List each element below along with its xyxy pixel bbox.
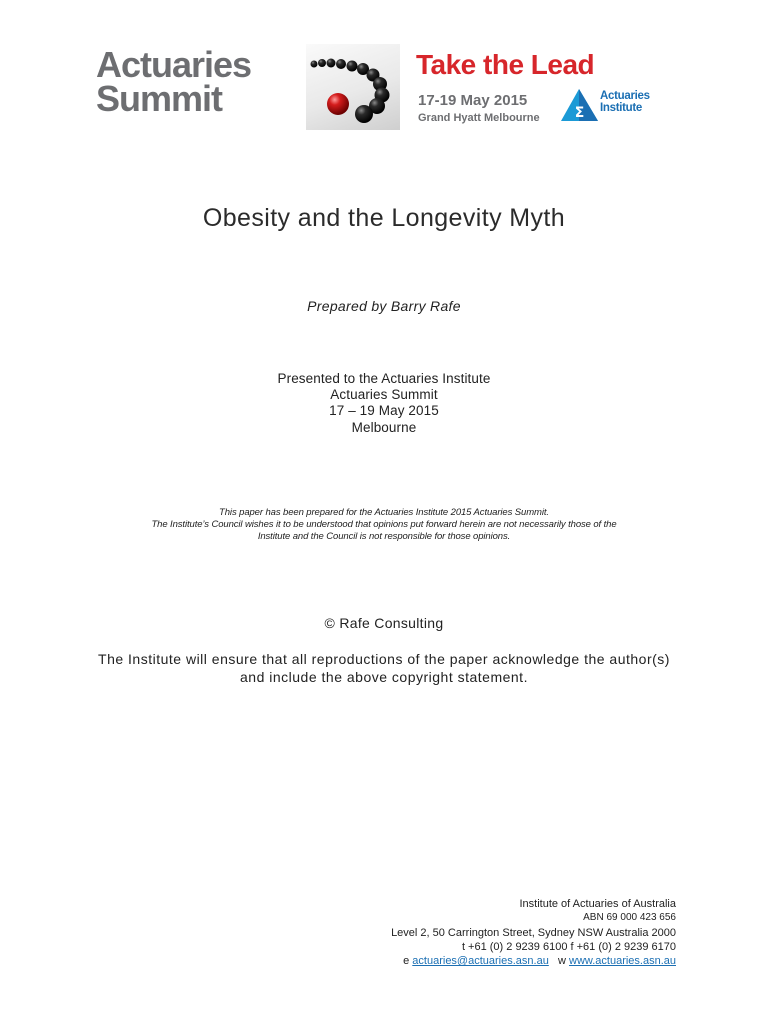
summit-title-line2: Summit (96, 78, 223, 119)
svg-text:Σ: Σ (574, 105, 585, 121)
event-dates: 17-19 May 2015 (418, 92, 528, 109)
prepared-by: Prepared by Barry Rafe (307, 298, 461, 314)
tagline: Take the Lead (416, 49, 595, 80)
institute-name (600, 90, 650, 114)
copyright-statement: © Rafe Consulting (324, 615, 444, 631)
footer-org-name: Institute of Actuaries of Australia (519, 898, 676, 910)
institute-name-line2: Institute (600, 102, 643, 114)
presented-line: Presented to the Actuaries Institute (277, 371, 491, 386)
reproduction-notice: The Institute will ensure that all reproductions of the paper acknowledge the author(s) and include the above copyright statement. (98, 651, 670, 685)
disclaimer (0, 507, 768, 543)
event-venue: Grand Hyatt Melbourne (418, 112, 540, 124)
email-link[interactable]: actuaries@actuaries.asn.au (412, 955, 549, 968)
disclaimer-line: Institute and the Council is not responsible for those opinions. (257, 531, 511, 542)
banner-photo (306, 44, 400, 130)
web-prefix: w (558, 955, 569, 968)
summit-title-line1: Actuaries (96, 44, 252, 85)
institute-footer (300, 897, 676, 968)
presented-line: Actuaries Summit (330, 387, 438, 403)
footer-phone-fax: t +61 (0) 2 9239 6100 f +61 (0) 2 9239 6170 (461, 940, 676, 953)
presented-line: 17 – 19 May 2015 (329, 403, 439, 419)
footer-address: Level 2, 50 Carrington Street, Sydney NSW Australia 2000 (391, 926, 676, 939)
paper-title: Obesity and the Longevity Myth (202, 204, 566, 232)
sigma-triangle-logo-icon (560, 88, 600, 122)
presented-line: Melbourne (351, 419, 417, 435)
footer-abn: ABN 69 000 423 656 (583, 912, 676, 924)
presentation-details (0, 371, 768, 436)
black-ball-curve-icon (311, 59, 390, 124)
institute-name-line1: Actuaries (600, 90, 650, 102)
footer-contact-links (300, 954, 676, 968)
red-ball-icon (327, 93, 349, 115)
summit-banner (96, 44, 676, 130)
summit-title (96, 44, 252, 119)
institute-logo (560, 88, 680, 122)
disclaimer-line: This paper has been prepared for the Actuaries Institute 2015 Actuaries Summit. (219, 507, 549, 518)
disclaimer-line: The Institute’s Council wishes it to be understood that opinions put forward herein are not necessarily those of the (151, 519, 617, 530)
balls-illustration-icon (306, 44, 400, 130)
email-prefix: e (403, 955, 413, 968)
website-link[interactable]: www.actuaries.asn.au (569, 955, 676, 968)
